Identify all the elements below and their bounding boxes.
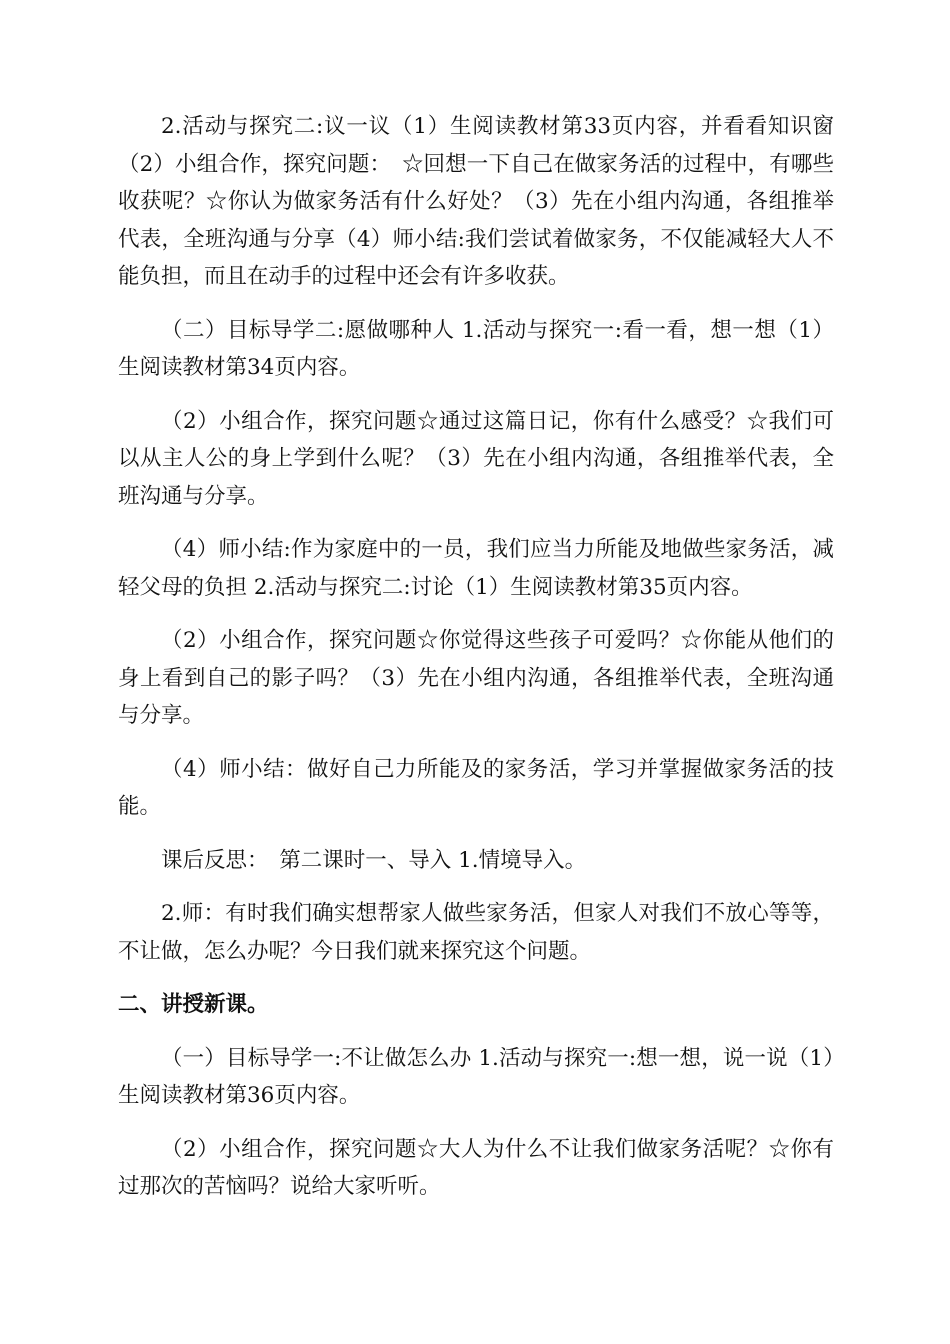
paragraph-goal-2-intro: （二）目标导学二:愿做哪种人 1.活动与探究一:看一看，想一想（1）生阅读教材第34页内容。 [118, 317, 834, 380]
paragraph-activity-2-summary: （4）师小结：做好自己力所能及的家务活，学习并掌握做家务活的技能。 [118, 756, 834, 819]
paragraph-goal-1-intro: （一）目标导学一:不让做怎么办 1.活动与探究一:想一想，说一说（1）生阅读教材第36页内容。 [118, 1045, 834, 1108]
section-heading-new-lesson: 二、讲授新课。 [118, 992, 269, 1017]
paragraph-goal-2-summary: （4）师小结:作为家庭中的一员，我们应当力所能及地做些家务活，减轻父母的负担 2.活动与探究二:讨论（1）生阅读教材第35页内容。 [118, 537, 834, 600]
paragraph-activity-2-discuss: 2.活动与探究二:议一议（1）生阅读教材第33页内容，并看看知识窗（2）小组合作，探究问题： ☆回想一下自己在做家务活的过程中，有哪些收获呢？☆你认为做家务活有什么好处？（3）先在小组内沟通，各组推举代表，全班沟通与分享（4）师小结:我们尝试着做家务，不仅能减轻大人不能负担，而且在动手的过程中还会有许多收获。 [118, 114, 834, 289]
paragraph-goal-2-group-work: （2）小组合作，探究问题☆通过这篇日记，你有什么感受？☆我们可以从主人公的身上学到什么呢？（3）先在小组内沟通，各组推举代表，全班沟通与分享。 [118, 408, 834, 509]
paragraph-activity-2-group-work: （2）小组合作，探究问题☆你觉得这些孩子可爱吗？☆你能从他们的身上看到自己的影子吗？（3）先在小组内沟通，各组推举代表，全班沟通与分享。 [118, 628, 834, 728]
document-body [118, 108, 834, 1222]
paragraph-teacher-intro: 2.师：有时我们确实想帮家人做些家务活，但家人对我们不放心等等，不让做，怎么办呢？今日我们就来探究这个问题。 [118, 901, 834, 964]
paragraph-goal-1-group-work: （2）小组合作，探究问题☆大人为什么不让我们做家务活呢？☆你有过那次的苦恼吗？说给大家听听。 [118, 1136, 834, 1199]
paragraph-reflection: 课后反思： 第二课时一、导入 1.情境导入。 [161, 847, 587, 873]
